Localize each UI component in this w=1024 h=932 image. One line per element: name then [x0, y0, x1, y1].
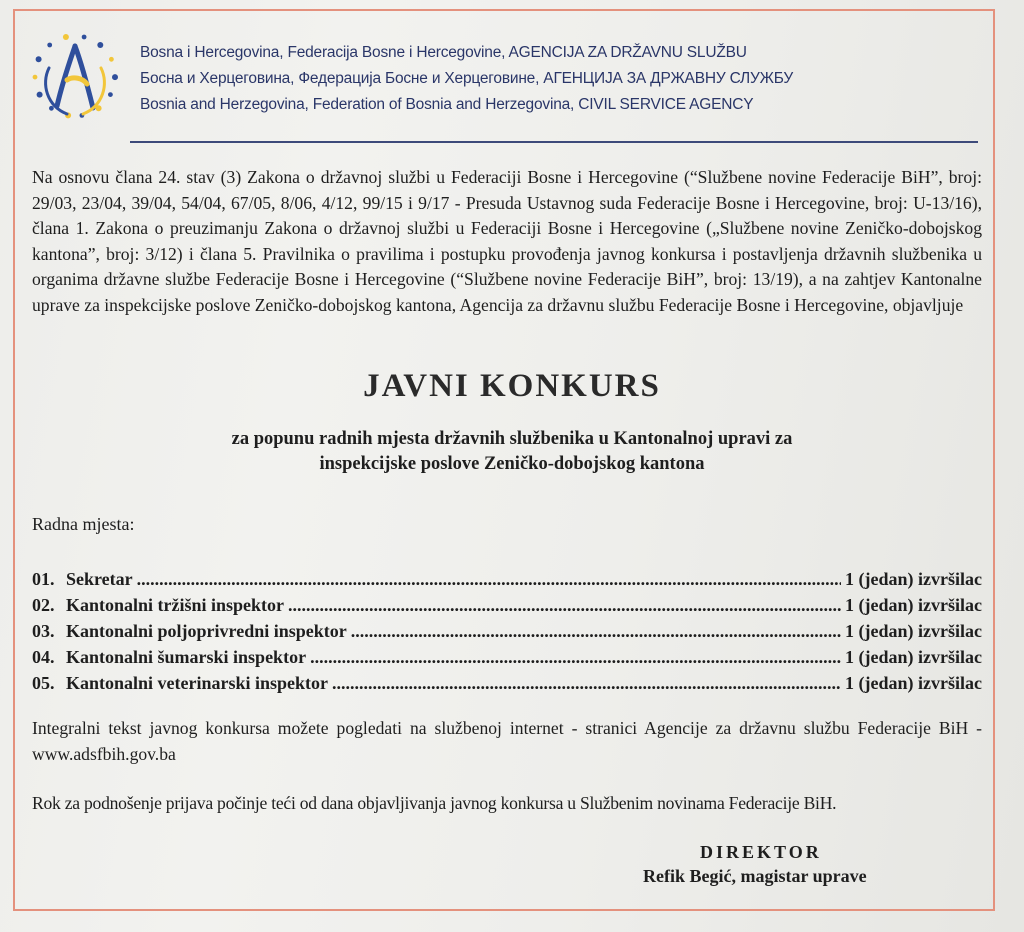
position-name: Kantonalni šumarski inspektor [66, 647, 307, 667]
position-count: 1 (jedan) izvršilac [845, 621, 982, 641]
legal-basis-paragraph: Na osnovu člana 24. stav (3) Zakona o državnoj službi u Federaciji Bosne i Hercegovine (“Službene novine Federacije BiH”, broj: 29/03, 23/04, 39/04, 54/04, 67/05, 8/06, 4/12, 99/15 i 9/17 - Presuda Ustavnog suda Federacije Bosne i Hercegovine, broj: U-13/16), člana 1. Zakona o preuzimanju Zakona o državnoj službi u Federaciji Bosne i Hercegovine („Službene novine Zeničko-dobojskog kantona”, broj: 3/12) i člana 5. Pravilnika o pravilima i postupku provođenja javnog konkursa i postavljenja državnih službenika u organima državne službe Federacije Bosne i Hercegovine (“Službene novine Federacije BiH”, broj: 13/19), a na zahtjev Kantonalne uprave za inspekcijske poslove Zeničko-dobojskog kantona, Agencija za državnu službu Federacije Bosne i Hercegovine, objavljuje [32, 167, 982, 315]
subtitle-line-1: za popunu radnih mjesta državnih službenika u Kantonalnoj upravi za [231, 429, 793, 449]
list-item [32, 592, 982, 618]
agency-logo-icon [27, 28, 123, 124]
position-count: 1 (jedan) izvršilac [845, 647, 982, 667]
position-number: 01. [32, 569, 55, 589]
logo-dot [36, 56, 42, 62]
deadline-paragraph: Rok za podnošenje prijava počinje teći od dana objavljivanja javnog konkursa u Službenim novinama Federacije BiH. [32, 793, 837, 813]
logo-dot [49, 106, 54, 111]
logo-dot [109, 57, 114, 62]
list-item [32, 566, 982, 592]
position-number: 04. [32, 647, 55, 667]
position-count: 1 (jedan) izvršilac [845, 673, 982, 693]
logo-dot [63, 34, 69, 40]
agency-header [140, 40, 980, 118]
position-count: 1 (jedan) izvršilac [845, 595, 982, 615]
position-count: 1 (jedan) izvršilac [845, 569, 982, 589]
position-name: Sekretar [66, 569, 133, 589]
logo-dot [37, 92, 43, 98]
subtitle-line-2: inspekcijske poslove Zeničko-dobojskog kantona [319, 454, 705, 474]
header-divider [130, 141, 978, 143]
leader-dots [288, 592, 841, 618]
position-name: Kantonalni poljoprivredni inspektor [66, 621, 347, 641]
signature-title: DIREKTOR [700, 842, 822, 862]
header-line-bosnian: Bosna i Hercegovina, Federacija Bosne i Hercegovine, AGENCIJA ZA DRŽAVNU SLUŽBU [140, 44, 747, 61]
leader-dots [310, 644, 841, 670]
announcement-title: JAVNI KONKURS [363, 368, 661, 404]
list-item [32, 644, 982, 670]
position-name: Kantonalni tržišni inspektor [66, 595, 285, 615]
logo-dot [112, 74, 118, 80]
header-line-english: Bosnia and Herzegovina, Federation of Bosnia and Herzegovina, CIVIL SERVICE AGENCY [140, 96, 754, 113]
position-name: Kantonalni veterinarski inspektor [66, 673, 329, 693]
logo-dot [82, 35, 87, 40]
positions-list [32, 566, 982, 696]
leader-dots [332, 670, 841, 696]
list-item [32, 618, 982, 644]
integral-text-paragraph: Integralni tekst javnog konkursa možete pogledati na službenoj internet - stranici Agencije za državnu službu Federacije BiH - www.adsfbih.gov.ba [32, 718, 982, 764]
logo-dot [33, 75, 38, 80]
leader-dots [137, 566, 841, 592]
positions-label: Radna mjesta: [32, 514, 135, 534]
logo-dot [47, 43, 52, 48]
logo-dot [97, 42, 103, 48]
logo-dot [108, 92, 113, 97]
position-number: 03. [32, 621, 55, 641]
position-number: 05. [32, 673, 55, 693]
header-line-cyrillic: Босна и Херцеговина, Федерација Босне и Херцеговине, АГЕНЦИЈА ЗА ДРЖАВНУ СЛУЖБУ [140, 70, 794, 87]
signature-name: Refik Begić, magistar uprave [643, 866, 867, 886]
list-item [32, 670, 982, 696]
leader-dots [351, 618, 841, 644]
announcement-subtitle [0, 427, 1024, 477]
position-number: 02. [32, 595, 55, 615]
